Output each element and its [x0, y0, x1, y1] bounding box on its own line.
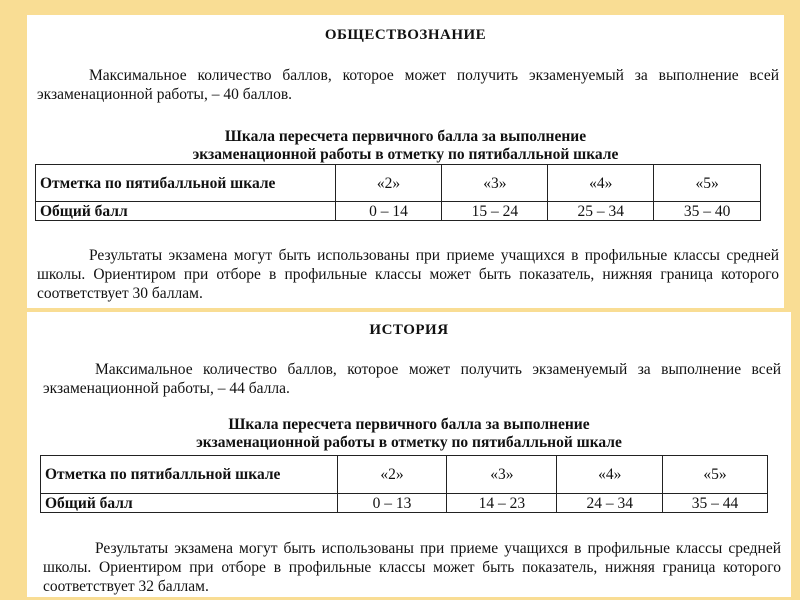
grade-cell: «4» — [557, 456, 663, 494]
table-row — [41, 494, 768, 513]
range-cell: 15 – 24 — [442, 202, 548, 221]
social-studies-section — [27, 15, 784, 308]
scale-title — [27, 128, 784, 164]
results-paragraph — [37, 246, 779, 303]
range-cell: 0 – 13 — [337, 494, 447, 513]
grade-cell: «5» — [654, 165, 761, 202]
grade-cell: «2» — [335, 165, 442, 202]
range-cell: 14 – 23 — [447, 494, 557, 513]
results-paragraph — [43, 539, 781, 596]
grade-cell: «5» — [663, 456, 768, 494]
grade-cell: «2» — [337, 456, 447, 494]
score-table — [35, 164, 761, 221]
table-row — [36, 202, 761, 221]
section-title: ОБЩЕСТВОЗНАНИЕ — [324, 27, 487, 43]
grade-label-cell: Отметка по пятибалльной шкале — [36, 165, 336, 202]
scale-title-line-2: экзаменационной работы в отметку по пятибалльной шкале — [196, 434, 622, 451]
scale-title-line-1: Шкала пересчета первичного балла за выполнение — [228, 416, 590, 433]
table-row — [41, 456, 768, 494]
range-cell: 24 – 34 — [557, 494, 663, 513]
scale-title-line-2: экзаменационной работы в отметку по пятибалльной шкале — [192, 146, 619, 163]
results-text: Результаты экзамена могут быть использованы при приеме учащихся в профильные классы средней школы. Ориентиром при отборе в профильные классы может быть показатель, нижняя граница которого соответствует 30 баллам. — [37, 247, 779, 302]
max-score-paragraph — [43, 360, 781, 398]
range-cell: 35 – 44 — [663, 494, 768, 513]
range-cell: 35 – 40 — [654, 202, 761, 221]
max-score-paragraph — [37, 66, 779, 104]
max-score-text: Максимальное количество баллов, которое может получить экзаменуемый за выполнение всей экзаменационной работы, – 44 балла. — [43, 361, 781, 397]
grade-cell: «3» — [447, 456, 557, 494]
history-section — [27, 312, 791, 597]
max-score-text: Максимальное количество баллов, которое может получить экзаменуемый за выполнение всей экзаменационной работы, – 40 баллов. — [37, 67, 779, 103]
results-text: Результаты экзамена могут быть использованы при приеме учащихся в профильные классы средней школы. Ориентиром при отборе в профильные классы может быть показатель, нижняя граница которого соответствует 32 баллам. — [43, 540, 781, 595]
range-cell: 25 – 34 — [548, 202, 654, 221]
scale-title-line-1: Шкала пересчета первичного балла за выполнение — [224, 128, 587, 145]
grade-cell: «4» — [548, 165, 654, 202]
table-row — [36, 165, 761, 202]
grade-label-cell: Отметка по пятибалльной шкале — [41, 456, 338, 494]
score-table — [40, 455, 768, 513]
grade-cell: «3» — [442, 165, 548, 202]
total-score-label-cell: Общий балл — [36, 202, 336, 221]
total-score-label-cell: Общий балл — [41, 494, 338, 513]
section-title: ИСТОРИЯ — [369, 322, 449, 338]
scale-title — [27, 416, 791, 452]
range-cell: 0 – 14 — [335, 202, 442, 221]
